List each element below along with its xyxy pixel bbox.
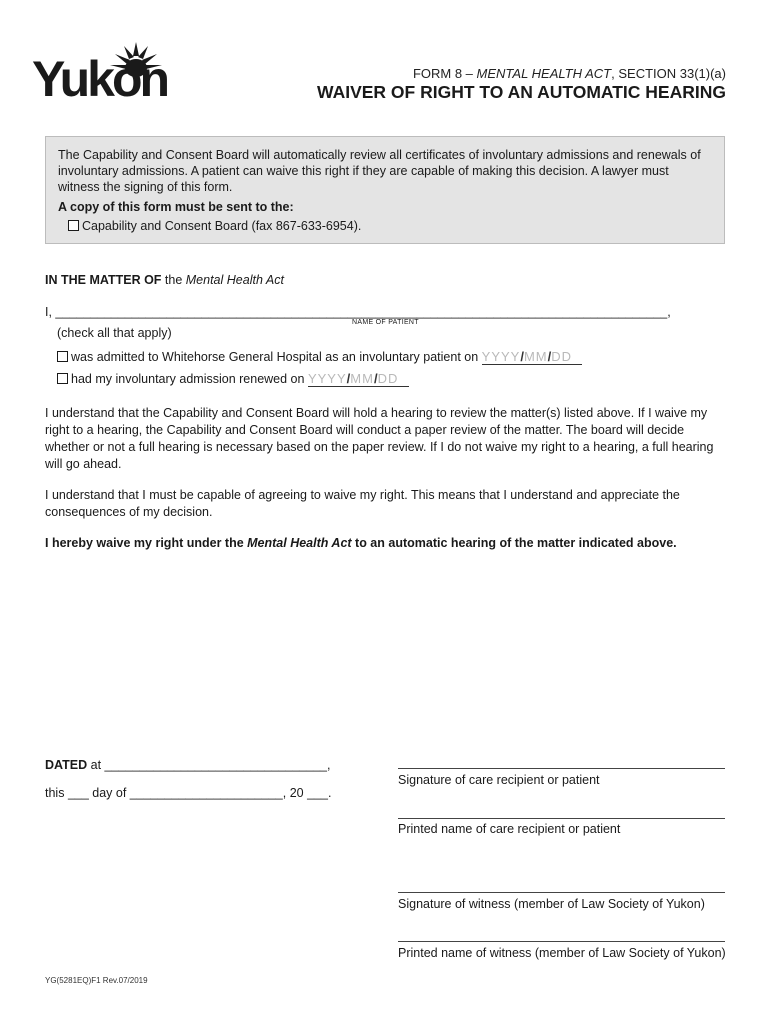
renewed-checkbox[interactable]	[57, 373, 68, 384]
patient-name-line[interactable]: I, ________________________________________________________________________________________,	[45, 305, 671, 319]
check-instruction: (check all that apply)	[57, 326, 172, 340]
witness-printed-name-label: Printed name of witness (member of Law Society of Yukon)	[398, 946, 726, 960]
copy-recipient-row: Capability and Consent Board (fax 867-633-6954).	[58, 218, 712, 234]
patient-name-caption: NAME OF PATIENT	[352, 319, 419, 326]
patient-printed-name-field[interactable]	[398, 818, 725, 819]
logo-wordmark: Yukon	[32, 51, 168, 107]
admitted-date-field[interactable]: YYYY/MM/DD	[482, 348, 583, 366]
form-code: YG(5281EQ)F1 Rev.07/2019	[45, 976, 148, 985]
option-renewed: had my involuntary admission renewed on YYYY/MM/DD	[57, 370, 409, 388]
waiver-statement: I hereby waive my right under the Mental Health Act to an automatic hearing of the matter indicated above.	[45, 536, 677, 550]
copy-heading: A copy of this form must be sent to the:	[58, 200, 294, 214]
info-text: The Capability and Consent Board will automatically review all certificates of involuntary admissions and renewals of involuntary admissions. A patient can waive this right if they are capable of making this decision. A lawyer must witness the signing of this form.	[58, 148, 701, 194]
renewed-date-field[interactable]: YYYY/MM/DD	[308, 370, 409, 388]
info-box	[45, 136, 725, 244]
hearing-paragraph: I understand that the Capability and Consent Board will hold a hearing to review the matter(s) listed above. If I waive my right to a hearing, the Capability and Consent Board will conduct a paper review of the matter. The board will decide whether or not a full hearing is necessary based on the paper review. If I do not waive my right to a hearing, a full hearing will go ahead.	[45, 406, 714, 471]
witness-signature-label: Signature of witness (member of Law Society of Yukon)	[398, 897, 705, 911]
copy-recipient-checkbox[interactable]	[68, 220, 79, 231]
witness-signature-field[interactable]	[398, 892, 725, 893]
matter-heading: IN THE MATTER OF the Mental Health Act	[45, 273, 284, 287]
yukon-logo	[32, 40, 172, 106]
date-line[interactable]: this ___ day of ______________________, 20 ___.	[45, 786, 332, 800]
patient-printed-name-label: Printed name of care recipient or patient	[398, 822, 621, 836]
witness-printed-name-field[interactable]	[398, 941, 725, 942]
patient-signature-label: Signature of care recipient or patient	[398, 773, 600, 787]
form-number: FORM 8 – MENTAL HEALTH ACT, SECTION 33(1)(a)	[412, 66, 726, 81]
page-title: WAIVER OF RIGHT TO AN AUTOMATIC HEARING	[317, 82, 726, 102]
dated-at-line[interactable]: DATED at ________________________________,	[45, 758, 331, 772]
admitted-checkbox[interactable]	[57, 351, 68, 362]
option-admitted: was admitted to Whitehorse General Hospital as an involuntary patient on YYYY/MM/DD	[57, 348, 582, 366]
capability-paragraph: I understand that I must be capable of agreeing to waive my right. This means that I understand and appreciate the consequences of my decision.	[45, 488, 680, 519]
patient-signature-field[interactable]	[398, 768, 725, 769]
